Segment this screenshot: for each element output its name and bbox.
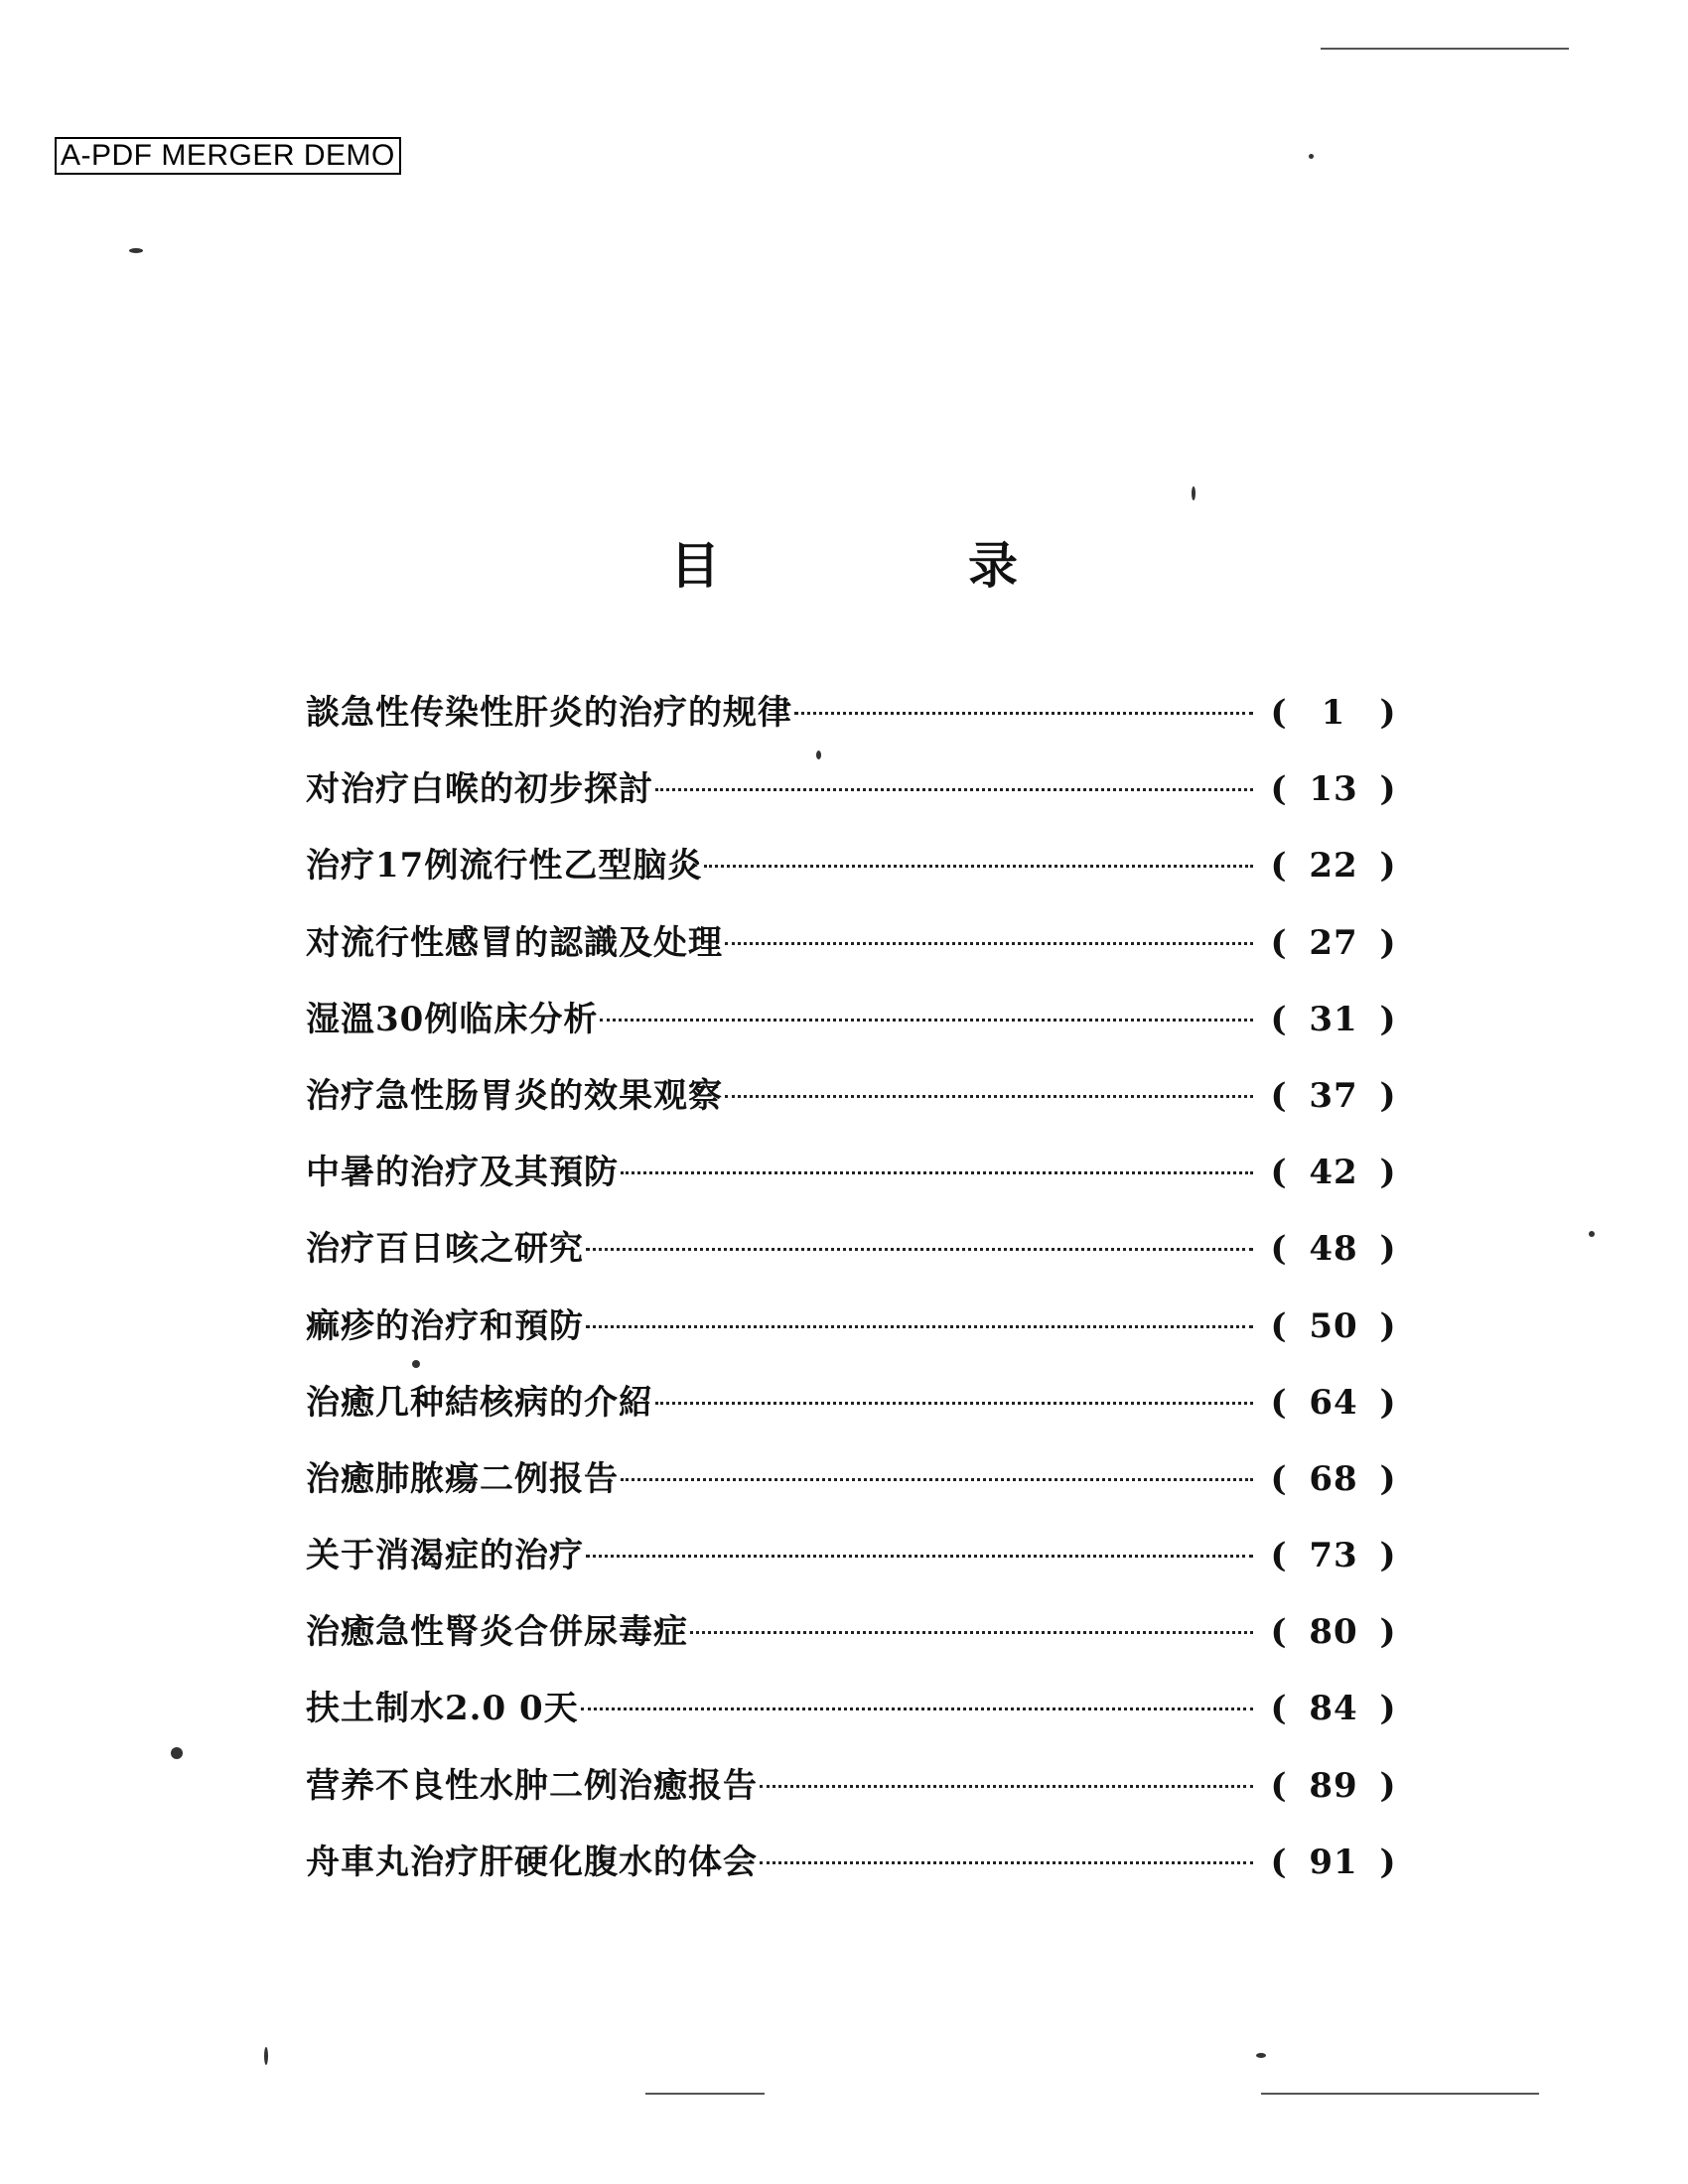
paren-open: ( — [1270, 1842, 1288, 1882]
scan-speck — [1192, 486, 1196, 500]
toc-entry-title: 营养不良性水肿二例治癒报告 — [306, 1765, 758, 1806]
toc-entry-page: 31 — [1309, 999, 1358, 1039]
toc-row[interactable] — [306, 1835, 1408, 1911]
paren-open: ( — [1270, 693, 1288, 733]
paren-open: ( — [1270, 1305, 1288, 1346]
paren-open: ( — [1270, 769, 1288, 810]
toc-entry-title: 扶土制水2.0 0天 — [306, 1689, 579, 1729]
paren-close: ) — [1379, 999, 1397, 1039]
toc-entry-title: 治疗百日咳之研究 — [306, 1229, 584, 1270]
toc-entry-title: 痲疹的治疗和預防 — [306, 1305, 584, 1346]
toc-entry-page: 80 — [1309, 1612, 1358, 1653]
dot-leader — [725, 1095, 1253, 1098]
toc-entry-page: 37 — [1309, 1075, 1358, 1116]
paren-close: ) — [1379, 769, 1397, 810]
dot-leader — [794, 712, 1253, 715]
paren-open: ( — [1270, 1765, 1288, 1806]
toc-entry-page: 64 — [1309, 1382, 1358, 1423]
scan-speck — [1256, 2053, 1266, 2058]
paren-open: ( — [1270, 1075, 1288, 1116]
toc-row[interactable] — [306, 1068, 1408, 1145]
paren-close: ) — [1379, 1382, 1397, 1423]
paren-close: ) — [1379, 1842, 1397, 1882]
title-char-right: 录 — [968, 536, 1018, 595]
toc-entry-title: 舟車丸治疗肝硬化腹水的体会 — [306, 1842, 758, 1882]
table-of-contents — [306, 685, 1408, 1911]
toc-entry-page: 13 — [1309, 769, 1358, 810]
toc-entry-page: 68 — [1309, 1458, 1358, 1499]
paren-close: ) — [1379, 846, 1397, 887]
toc-entry-page: 48 — [1309, 1229, 1358, 1270]
toc-row[interactable] — [306, 761, 1408, 838]
paren-open: ( — [1270, 1458, 1288, 1499]
paren-close: ) — [1379, 922, 1397, 963]
scan-line — [1261, 2093, 1539, 2095]
paren-open: ( — [1270, 1536, 1288, 1576]
scan-speck — [412, 1360, 420, 1368]
toc-entry-title: 关于消渴症的治疗 — [306, 1536, 584, 1576]
dot-leader — [704, 865, 1253, 868]
dot-leader — [621, 1171, 1253, 1174]
toc-row[interactable] — [306, 992, 1408, 1068]
toc-entry-title: 治癒几种結核病的介紹 — [306, 1382, 653, 1423]
toc-entry-page: 91 — [1309, 1842, 1358, 1882]
toc-entry-title: 治癒急性腎炎合併尿毒症 — [306, 1612, 688, 1653]
toc-entry-title: 湿溫30例临床分析 — [306, 999, 599, 1039]
toc-row[interactable] — [306, 1451, 1408, 1528]
toc-row[interactable] — [306, 1528, 1408, 1604]
toc-row[interactable] — [306, 1298, 1408, 1375]
dot-leader — [586, 1555, 1253, 1558]
toc-entry-title: 对流行性感冒的認識及处理 — [306, 922, 723, 963]
toc-entry-title: 談急性传染性肝炎的治疗的规律 — [306, 693, 792, 733]
paren-open: ( — [1270, 922, 1288, 963]
scan-speck — [1589, 1231, 1595, 1237]
toc-entry-page: 27 — [1309, 922, 1358, 963]
dot-leader — [586, 1325, 1253, 1328]
scan-speck — [264, 2047, 268, 2065]
dot-leader — [760, 1785, 1253, 1788]
dot-leader — [760, 1861, 1253, 1864]
paren-open: ( — [1270, 999, 1288, 1039]
dot-leader — [581, 1707, 1253, 1710]
toc-entry-title: 治癒肺脓瘍二例报告 — [306, 1458, 619, 1499]
toc-row[interactable] — [306, 1681, 1408, 1757]
page-title — [0, 536, 1688, 596]
dot-leader — [586, 1248, 1253, 1251]
paren-open: ( — [1270, 1229, 1288, 1270]
scan-line — [1321, 48, 1569, 50]
paren-close: ) — [1379, 693, 1397, 733]
dot-leader — [690, 1631, 1253, 1634]
dot-leader — [655, 1402, 1253, 1405]
paren-close: ) — [1379, 1229, 1397, 1270]
dot-leader — [655, 788, 1253, 791]
scan-speck — [1309, 154, 1314, 159]
paren-close: ) — [1379, 1458, 1397, 1499]
scan-speck — [816, 751, 821, 759]
toc-row[interactable] — [306, 1375, 1408, 1451]
toc-entry-title: 对治疗白喉的初步探討 — [306, 769, 653, 810]
watermark-label: A-PDF MERGER DEMO — [55, 137, 401, 175]
paren-close: ) — [1379, 1153, 1397, 1193]
toc-row[interactable] — [306, 915, 1408, 992]
scan-speck — [129, 248, 143, 253]
toc-entry-page: 50 — [1309, 1305, 1358, 1346]
title-char-left: 目 — [670, 536, 720, 595]
toc-entry-title: 治疗17例流行性乙型脑炎 — [306, 846, 703, 887]
toc-row[interactable] — [306, 1758, 1408, 1835]
paren-close: ) — [1379, 1305, 1397, 1346]
toc-row[interactable] — [306, 685, 1408, 761]
toc-entry-page: 42 — [1309, 1153, 1358, 1193]
paren-close: ) — [1379, 1536, 1397, 1576]
paren-close: ) — [1379, 1689, 1397, 1729]
toc-entry-page: 84 — [1309, 1689, 1358, 1729]
dot-leader — [600, 1019, 1253, 1022]
toc-entry-title: 中暑的治疗及其預防 — [306, 1153, 619, 1193]
toc-row[interactable] — [306, 1604, 1408, 1681]
scan-line — [645, 2093, 765, 2095]
scan-speck — [171, 1747, 183, 1759]
dot-leader — [621, 1478, 1253, 1481]
paren-close: ) — [1379, 1075, 1397, 1116]
toc-row[interactable] — [306, 1221, 1408, 1297]
toc-entry-page: 1 — [1321, 693, 1346, 733]
toc-entry-title: 治疗急性肠胃炎的效果观察 — [306, 1075, 723, 1116]
paren-open: ( — [1270, 846, 1288, 887]
paren-close: ) — [1379, 1612, 1397, 1653]
toc-row[interactable] — [306, 1145, 1408, 1221]
toc-entry-page: 89 — [1309, 1765, 1358, 1806]
paren-close: ) — [1379, 1765, 1397, 1806]
toc-row[interactable] — [306, 838, 1408, 914]
paren-open: ( — [1270, 1689, 1288, 1729]
paren-open: ( — [1270, 1153, 1288, 1193]
dot-leader — [725, 942, 1253, 945]
toc-entry-page: 22 — [1309, 846, 1358, 887]
toc-entry-page: 73 — [1309, 1536, 1358, 1576]
paren-open: ( — [1270, 1612, 1288, 1653]
paren-open: ( — [1270, 1382, 1288, 1423]
